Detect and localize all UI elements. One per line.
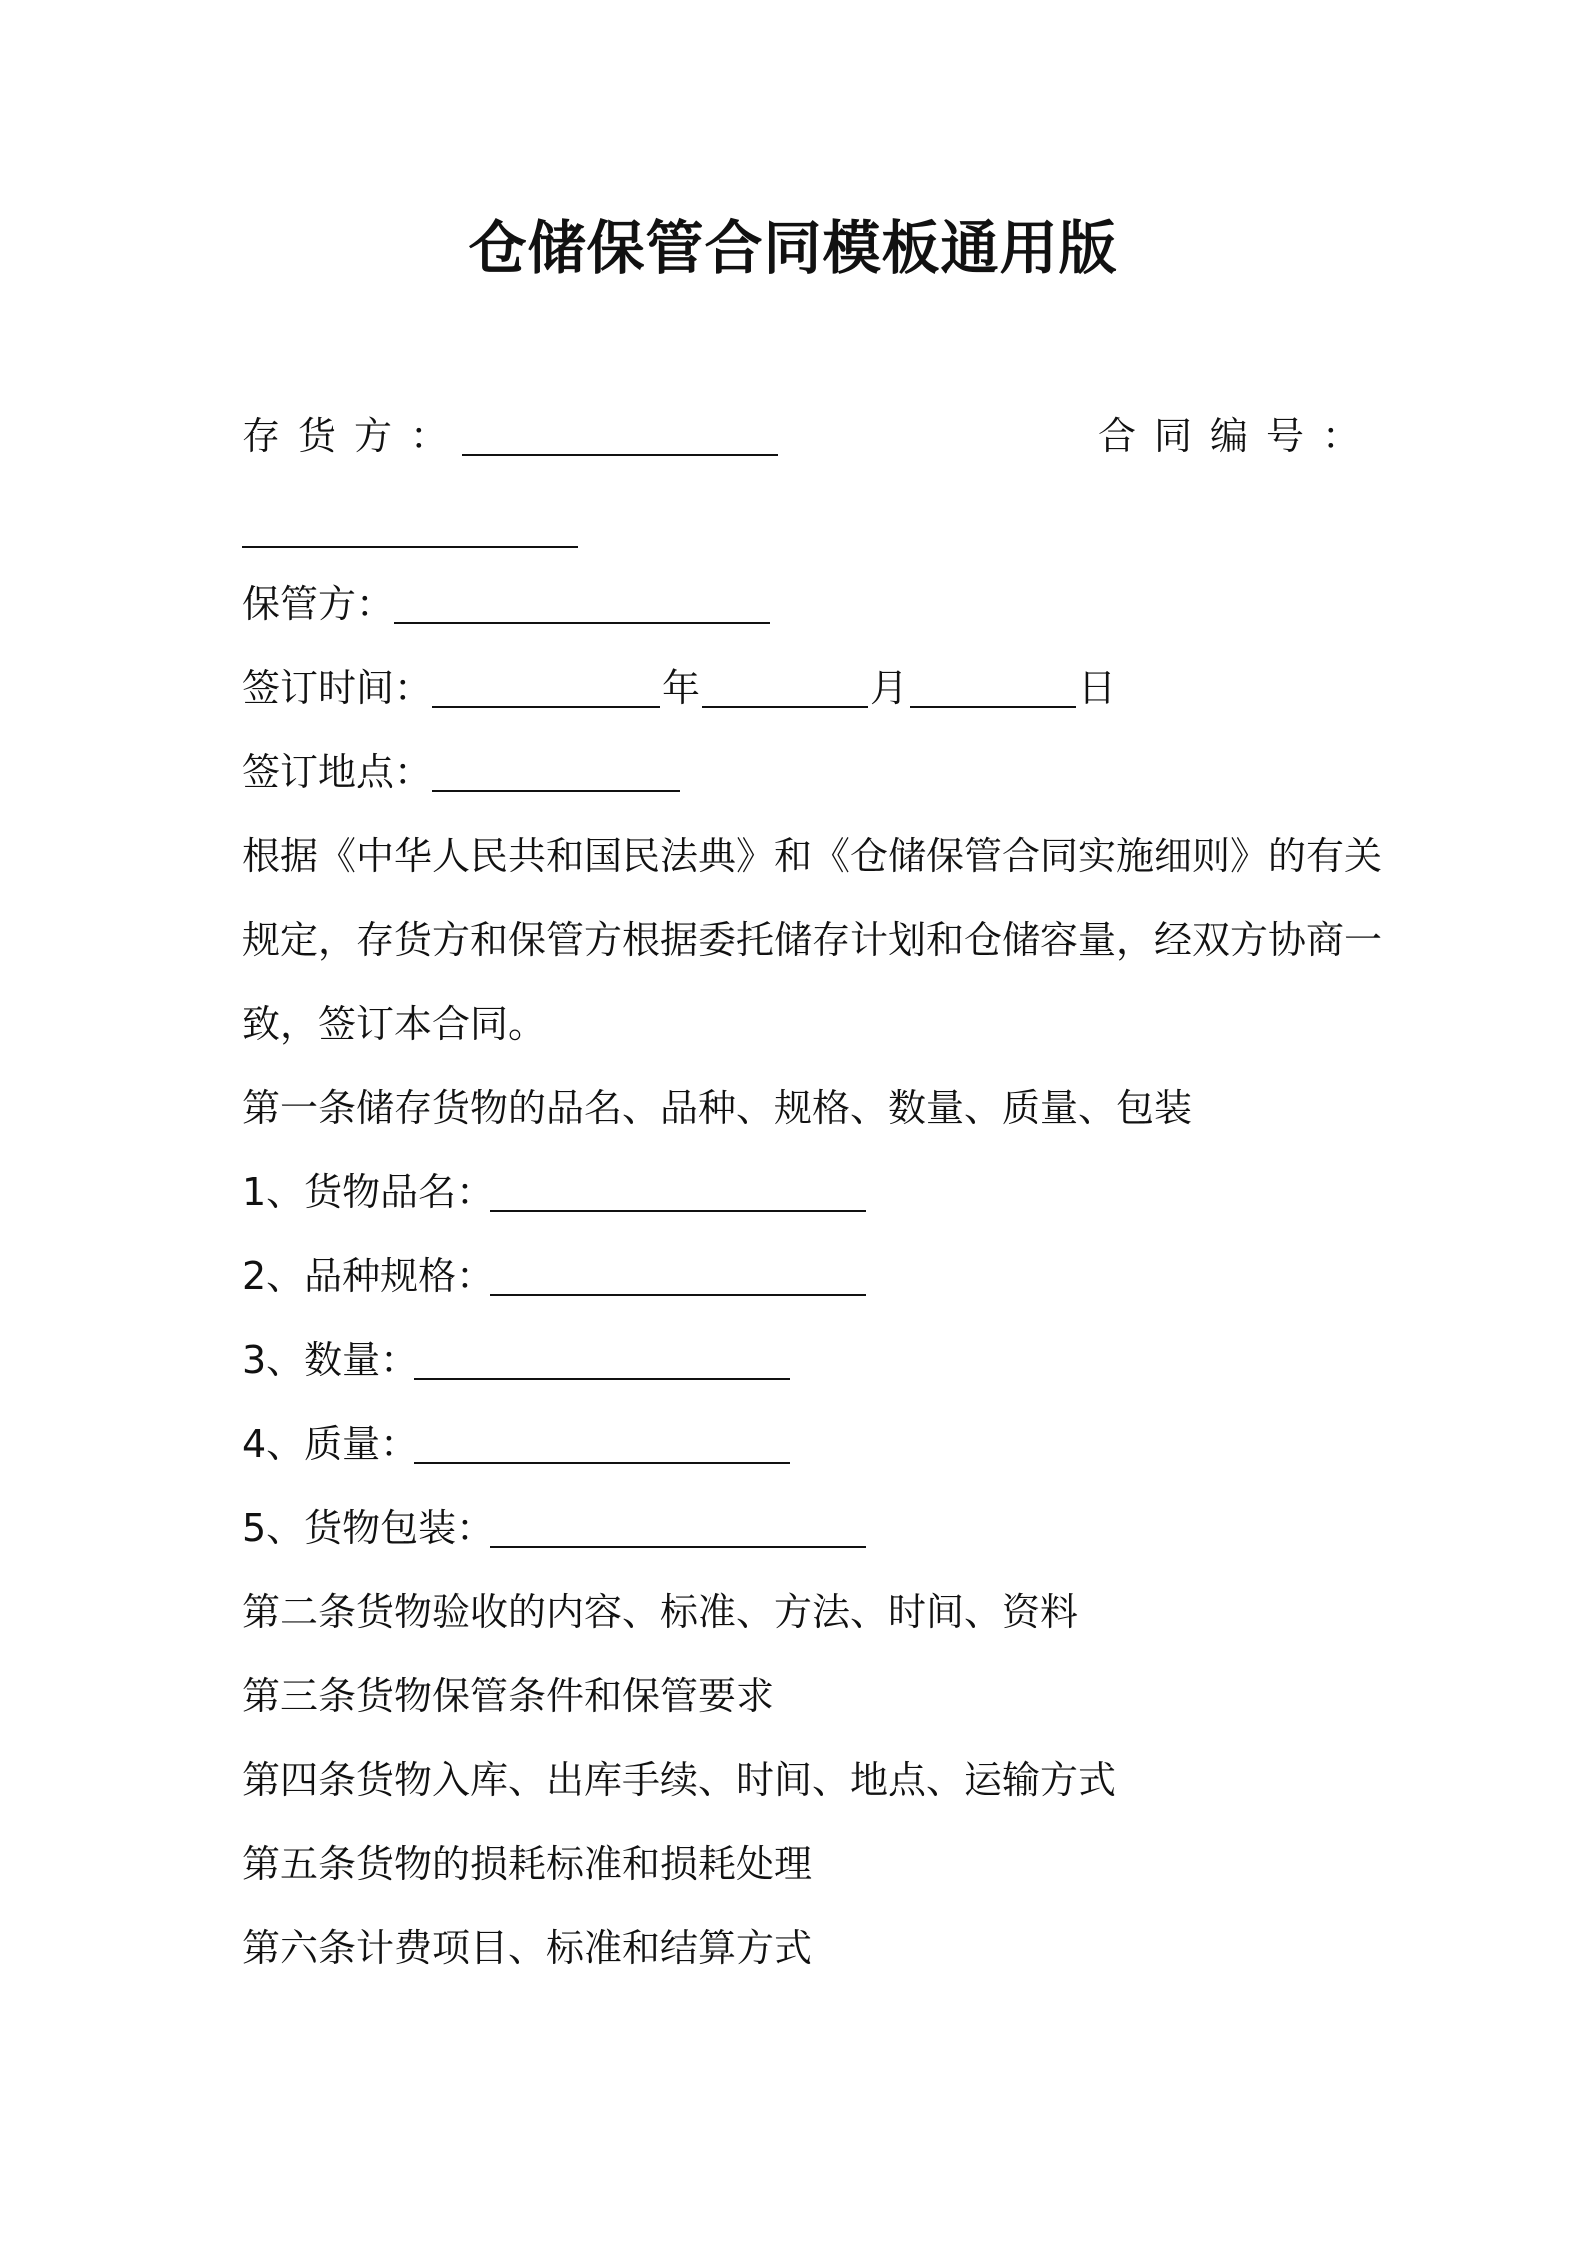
goods-name-label: 1、货物品名： [242,1170,495,1214]
signing-place-label: 签订地点： [242,750,433,794]
article-3-heading: 第三条货物保管条件和保管要求 [242,1674,775,1718]
intro-line-3: 致，签订本合同。 [242,1002,547,1046]
quantity-blank[interactable] [414,1340,790,1380]
document-title: 仓储保管合同模板通用版 [468,214,1118,282]
custodian-blank[interactable] [394,584,770,624]
quantity-label: 3、数量： [242,1338,419,1382]
packaging-blank[interactable] [490,1508,866,1548]
month-blank[interactable] [702,668,868,708]
article-2-heading: 第二条货物验收的内容、标准、方法、时间、资料 [242,1590,1079,1634]
month-label: 月 [870,666,909,710]
article-4-heading: 第四条货物入库、出库手续、时间、地点、运输方式 [242,1758,1117,1802]
article-6-heading: 第六条计费项目、标准和结算方式 [242,1926,813,1970]
quality-label: 4、质量： [242,1422,419,1466]
contract-no-label: 合同编号： [1098,414,1379,458]
depositor-blank[interactable] [462,416,778,456]
custodian-label: 保管方： [242,582,395,626]
signing-time-label: 签订时间： [242,666,433,710]
article-5-heading: 第五条货物的损耗标准和损耗处理 [242,1842,813,1886]
intro-line-2: 规定，存货方和保管方根据委托储存计划和仓储容量，经双方协商一 [242,918,1383,962]
goods-name-blank[interactable] [490,1172,866,1212]
article-1-heading: 第一条储存货物的品名、品种、规格、数量、质量、包装 [242,1086,1193,1130]
variety-spec-blank[interactable] [490,1256,866,1296]
year-blank[interactable] [432,668,660,708]
variety-spec-label: 2、品种规格： [242,1254,495,1298]
year-label: 年 [662,666,701,710]
day-blank[interactable] [910,668,1076,708]
intro-line-1: 根据《中华人民共和国民法典》和《仓储保管合同实施细则》的有关 [242,834,1383,878]
contract-no-blank[interactable] [242,508,578,548]
signing-place-blank[interactable] [432,752,680,792]
quality-blank[interactable] [414,1424,790,1464]
day-label: 日 [1078,666,1117,710]
depositor-label: 存货方： [242,414,467,458]
packaging-label: 5、货物包装： [242,1506,495,1550]
